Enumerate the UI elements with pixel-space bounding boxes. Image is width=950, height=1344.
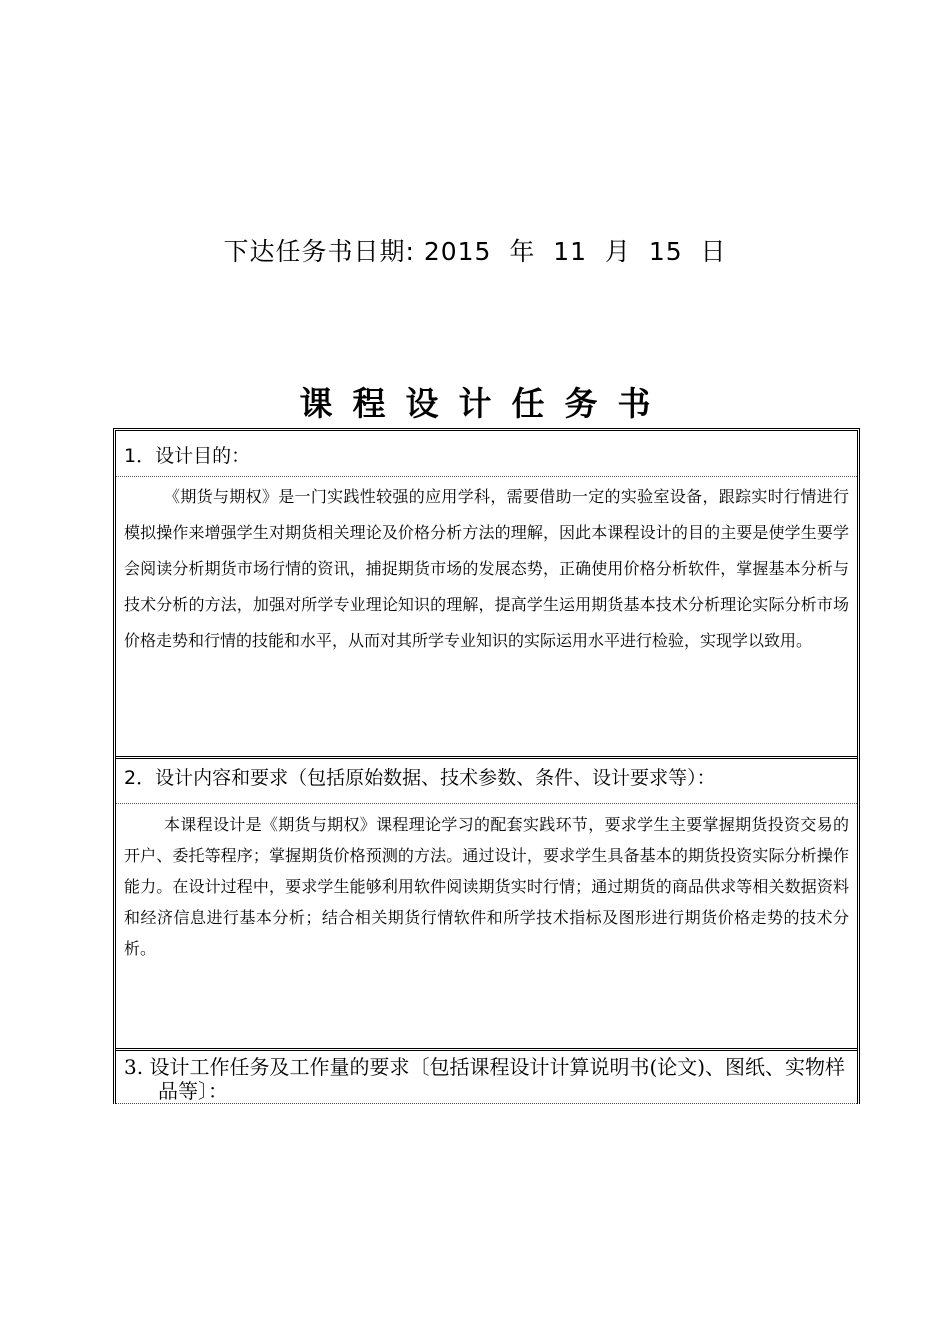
task-table (113, 428, 860, 1104)
dotted-divider (116, 803, 857, 804)
dotted-divider (116, 476, 857, 477)
issue-date-line: 下达任务书日期: 2015 年 11 月 15 日 (223, 237, 727, 266)
section-heading: 3. 设计工作任务及工作量的要求〔包括课程设计计算说明书(论文)、图纸、实物样品等〕： (124, 1055, 846, 1103)
section-body: 本课程设计是《期货与期权》课程理论学习的配套实践环节，要求学生主要掌握期货投资交易的开户、委托等程序；掌握期货价格预测的方法。通过设计，要求学生具备基本的期货投资实际分析操作能力。在设计过程中，要求学生能够利用软件阅读期货实时行情；通过期货的商品供求等相关数据资料和经济信息进行基本分析；结合相关期货行情软件和所学技术指标及图形进行期货价格走势的技术分析。 (124, 815, 849, 958)
section-heading: 2．设计内容和要求（包括原始数据、技术参数、条件、设计要求等）： (124, 767, 716, 789)
section-design-content (116, 759, 857, 1051)
section-heading: 1．设计目的： (124, 445, 251, 467)
section-design-purpose (116, 431, 857, 759)
section-workload (116, 1051, 857, 1104)
document-title: 课程设计任务书 (299, 384, 671, 423)
section-body: 《期货与期权》是一门实践性较强的应用学科，需要借助一定的实验室设备，跟踪实时行情进行模拟操作来增强学生对期货相关理论及价格分析方法的理解，因此本课程设计的目的主要是使学生要学会阅读分析期货市场行情的资讯，捕捉期货市场的发展态势，正确使用价格分析软件，掌握基本分析与技术分析的方法，加强对所学专业理论知识的理解，提高学生运用期货基本技术分析理论实际分析市场价格走势和行情的技能和水平，从而对其所学专业知识的实际运用水平进行检验，实现学以致用。 (124, 487, 849, 650)
